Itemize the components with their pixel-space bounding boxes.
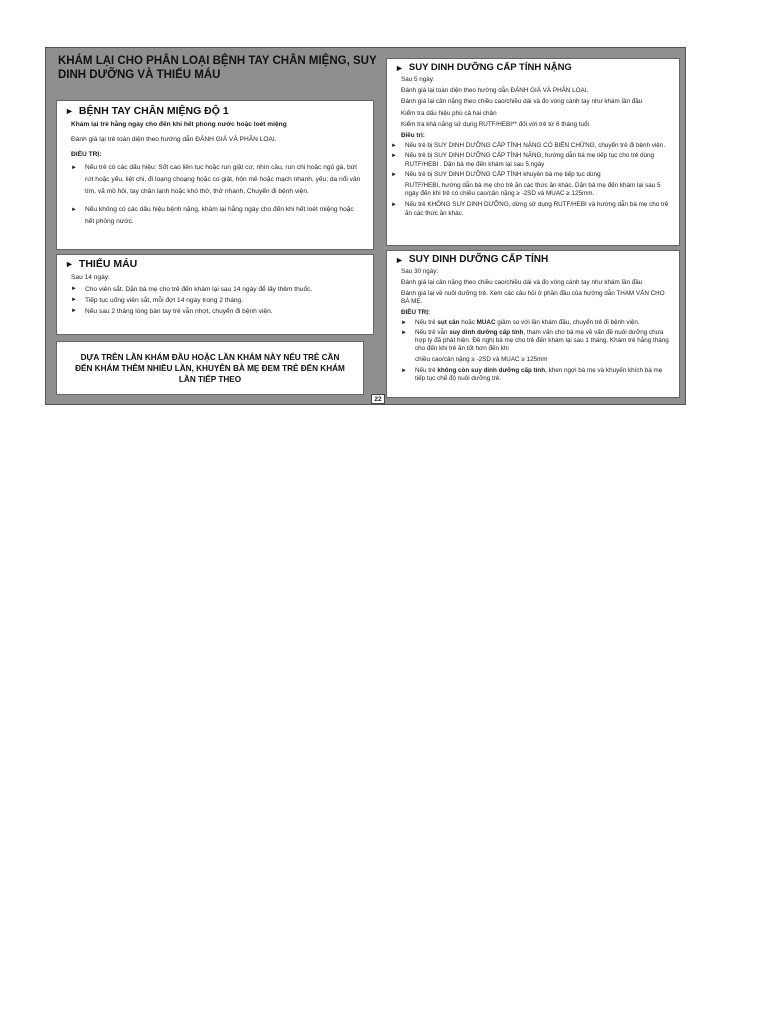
list-item: ► Cho viên sắt. Dặn bà mẹ cho trẻ đến khám lại sau 14 ngày để lấy thêm thuốc. bbox=[71, 286, 313, 293]
bullet-icon: ► bbox=[391, 202, 397, 209]
bullet-icon: ► bbox=[71, 297, 77, 303]
assess-line: Đánh giá lại cân nặng theo chiều cao/chiều dài và đo vòng cánh tay như khám lần đầu bbox=[401, 279, 643, 286]
intro-text: Sau 30 ngày: bbox=[401, 268, 439, 275]
list-item: ► Nếu trẻ bị SUY DINH DƯỠNG CẤP TÍNH NẶNG CÓ BIẾN CHỨNG, chuyển trẻ đi bệnh viện. bbox=[391, 142, 666, 150]
intro-text: Khám lại trẻ hằng ngày cho đến khi hết phỏng nước hoặc loét miệng bbox=[71, 121, 287, 128]
arrow-icon: ► bbox=[395, 254, 404, 265]
assess-line: Đánh giá lại toàn diện theo hướng dẫn ĐÁNH GIÁ VÀ PHÂN LOẠI. bbox=[401, 87, 589, 95]
continuation-text: RUTF/HEBI, hướng dẫn bà mẹ cho trẻ ăn các thức ăn khác. Dặn bà mẹ đến khám lại sau 5 ngày đến khi trẻ có chiều cao/cân nặng ≥ -2SD và MUAC ≥ 125mm. bbox=[405, 182, 661, 198]
panel-severe-acute-malnutrition bbox=[386, 58, 680, 246]
bullet-icon: ► bbox=[391, 153, 397, 160]
heading-text: SUY DINH DƯỠNG CẤP TÍNH bbox=[408, 254, 549, 265]
panel-heading bbox=[387, 59, 679, 76]
list-item: ► Nếu trẻ không còn suy dinh dưỡng cấp tính, khen ngợi bà mẹ và khuyến khích bà mẹ tiếp tục chế độ nuôi dưỡng trẻ. bbox=[401, 367, 663, 382]
panel-acute-malnutrition bbox=[386, 250, 680, 398]
list-item: ► Nếu trẻ vẫn suy dinh dưỡng cấp tính, tham vấn cho bà mẹ về vấn đề nuôi dưỡng chưa hợp lý đã phát hiện. Đề nghị bà mẹ cho trẻ đến khám lại sau 1 tháng. Khám trẻ hằng tháng cho đến khi trẻ ăn tốt hơn đến khi bbox=[401, 329, 669, 352]
arrow-icon: ► bbox=[395, 62, 404, 73]
list-item: ► Nếu trẻ bị SUY DINH DƯỠNG CẤP TÍNH khuyên bà mẹ tiếp tục dùng bbox=[391, 170, 601, 178]
bullet-icon: ► bbox=[71, 286, 77, 292]
heading-text: BỆNH TAY CHÂN MIỆNG ĐỘ 1 bbox=[78, 105, 229, 117]
bullet-icon: ► bbox=[401, 320, 407, 326]
heading-text: THIẾU MÁU bbox=[78, 258, 138, 270]
assess-line: Kiểm tra khả năng sử dụng RUTF/HEBI** đối với trẻ từ 6 tháng tuổi bbox=[401, 120, 589, 128]
panel-hand-foot-mouth bbox=[56, 100, 374, 250]
intro-text: Sau 5 ngày: bbox=[401, 76, 435, 83]
panel-heading bbox=[387, 251, 679, 268]
list-item: ► Nếu sau 2 tháng lòng bàn tay trẻ vẫn nhợt, chuyển đi bệnh viện. bbox=[71, 308, 273, 315]
assess-line: Kiểm tra dấu hiệu phù cả hai chân bbox=[401, 109, 497, 117]
bullet-icon: ► bbox=[401, 330, 407, 336]
bullet-icon: ► bbox=[401, 368, 407, 374]
sub-criteria: chiều cao/cân nặng ≥ -2SD và MUAC ≥ 125mm bbox=[415, 356, 548, 363]
list-item: ► Nếu không có các dấu hiệu bệnh nặng, khám lại hằng ngày cho đến khi hết loét miệng hoặc hết phỏng nước. bbox=[71, 206, 354, 225]
list-item: ► Nếu trẻ KHÔNG SUY DINH DƯỠNG, dừng sử dụng RUTF/HEBI và hướng dẫn bà mẹ cho trẻ ăn các thức ăn khác. bbox=[391, 201, 669, 217]
follow-up-notice: DỰA TRÊN LẦN KHÁM ĐẦU HOẶC LẦN KHÁM NÀY NẾU TRẺ CẦN ĐẾN KHÁM THÊM NHIỀU LẦN, KHUYÊN BÀ MẸ ĐEM TRẺ ĐẾN KHÁM LẦN TIẾP THEO bbox=[56, 341, 364, 395]
assess-line: Đánh giá lại về nuôi dưỡng trẻ. Xem các câu hỏi ở phần đầu của hướng dẫn THAM VẤN CHO BÀ MẸ. bbox=[401, 290, 665, 305]
arrow-icon: ► bbox=[65, 106, 74, 116]
page-title: KHÁM LẠI CHO PHÂN LOẠI BỆNH TAY CHÂN MIỆNG, SUY DINH DƯỠNG VÀ THIẾU MÁU bbox=[58, 55, 377, 81]
list-item: ► Nếu trẻ sụt cân hoặc MUAC giảm so với lần khám đầu, chuyển trẻ đi bệnh viện. bbox=[401, 319, 640, 326]
list-item: ► Nếu trẻ bị SUY DINH DƯỠNG CẤP TÍNH NẶNG, hướng dẫn bà mẹ tiếp tục cho trẻ dùng RUTF/HEBI . Dặn bà mẹ đến khám lại sau 5 ngày bbox=[391, 152, 655, 168]
bullet-icon: ► bbox=[391, 143, 397, 150]
treat-label: ĐIỀU TRỊ: bbox=[401, 309, 431, 316]
page-number: 22 bbox=[371, 394, 385, 404]
assess-line: Đánh giá lại cân nặng theo chiều cao/chiều dài và đo vòng cánh tay như khám lần đầu bbox=[401, 98, 643, 106]
bullet-icon: ► bbox=[71, 165, 77, 171]
treat-label: Điều trị: bbox=[401, 132, 425, 140]
list-item: ► Tiếp tục uống viên sắt, mỗi đợt 14 ngày trong 2 tháng. bbox=[71, 297, 244, 304]
bullet-icon: ► bbox=[71, 207, 77, 213]
assess-text: Đánh giá lại trẻ toàn diện theo hướng dẫn ĐÁNH GIÁ VÀ PHÂN LOẠI. bbox=[71, 136, 277, 143]
intro-text: Sau 14 ngày: bbox=[71, 274, 110, 281]
heading-text: SUY DINH DƯỠNG CẤP TÍNH NẶNG bbox=[408, 62, 572, 73]
list-item: ► Nếu trẻ có các dấu hiệu: Sốt cao liên tục hoặc run giật cơ, nhìn cầu, run chi hoặc ngủ gà, bứt rứt hoặc yếu, liệt chi, đi loạng choạng hoặc co giật, hôn mê hoặc mạch nhanh, yếu; da nổi vân tím, vã mồ hôi, tay chân lạnh hoặc khó thở, thở nhanh, Chuyển đi bệnh viện. bbox=[71, 164, 361, 195]
arrow-icon: ► bbox=[65, 259, 74, 269]
bullet-icon: ► bbox=[71, 308, 77, 314]
panel-heading bbox=[57, 255, 373, 273]
panel-heading bbox=[57, 101, 373, 120]
bullet-icon: ► bbox=[391, 171, 397, 178]
panel-anemia bbox=[56, 254, 374, 335]
document-frame bbox=[45, 47, 686, 405]
treat-label: ĐIỀU TRỊ: bbox=[71, 151, 102, 158]
